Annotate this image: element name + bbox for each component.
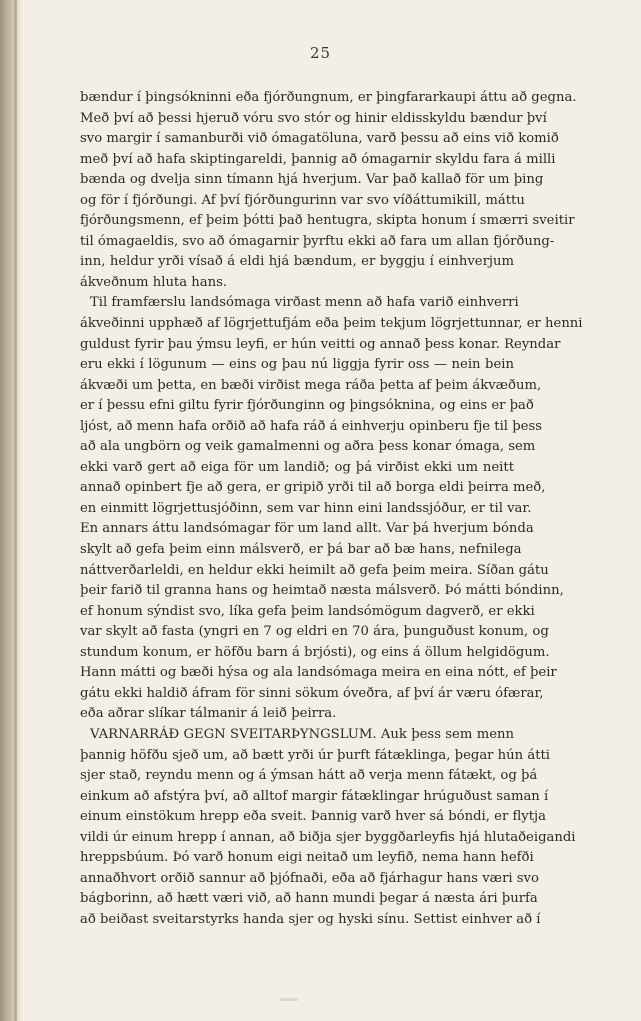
text-line: ákveðinni upphæð af lögrjettufjám eða þeim tekjum lögrjettunnar, er henni [80, 316, 583, 332]
text-line: annað opinbert fje að gera, er gripið yrði til að borga eldi þeirra með, [80, 480, 546, 496]
text-line: og för í fjórðungi. Af því fjórðungurinn var svo víðáttumikill, máttu [80, 192, 525, 208]
section-heading-line: VARNARRÁÐ GEGN SVEITARÞYNGSLUM. Auk þess sem menn [90, 726, 514, 742]
text-line: svo margir í samanburði við ómagatöluna, varð þessu að eins við komið [80, 131, 559, 147]
text-line: ákveðnum hluta hans. [80, 274, 228, 290]
text-line: var skylt að fasta (yngri en 7 og eldri en 70 ára, þunguðust konum, og [80, 624, 549, 640]
text-line: með því að hafa skiptingareldi, þannig að ómagarnir skyldu fara á milli [80, 151, 556, 167]
text-line: ef honum sýndist svo, líka gefa þeim landsómögum dagverð, er ekki [80, 603, 535, 619]
text-line: þeir farið til granna hans og heimtað næsta málsverð. Þó mátti bóndinn, [80, 583, 564, 599]
text-line: fjórðungsmenn, ef þeim þótti það hentugra, skipta honum í smærri sveitir [80, 213, 575, 229]
text-line: hreppsbúum. Þó varð honum eigi neitað um leyfið, nema hann hefði [80, 850, 534, 866]
text-line: en einmitt lögrjettusjóðinn, sem var hinn eini landssjóður, er til var. [80, 500, 532, 516]
book-spine-edge [14, 0, 17, 1021]
text-line: Hann mátti og bæði hýsa og ala landsómaga meira en eina nótt, ef þeir [80, 665, 557, 681]
book-spine-shadow [0, 0, 22, 1021]
text-line: bændur í þingsókninni eða fjórðungnum, er þingfararkaupi áttu að gegna. [80, 90, 577, 105]
text-line: bágborinn, að hætt væri við, að hann mundi þegar á næsta ári þurfa [80, 891, 538, 907]
text-line: til ómagaeldis, svo að ómagarnir þyrftu ekki að fara um allan fjórðung- [80, 233, 555, 249]
text-line: að beiðast sveitarstyrks handa sjer og hyski sínu. Settist einhver að í [80, 911, 541, 927]
text-line: er í þessu efni giltu fyrir fjórðunginn og þingsóknina, og eins er það [80, 398, 534, 414]
page-number: 25 [309, 44, 332, 62]
text-line: guldust fyrir þau ýmsu leyfi, er hún veitti og annað þess konar. Reyndar [80, 336, 561, 352]
text-line: einum einstökum hrepp eða sveit. Þannig varð hver sá bóndi, er flytja [80, 809, 546, 825]
text-line: Til framfærslu landsómaga virðast menn að hafa varið einhverri [90, 295, 519, 311]
text-line: eru ekki í lögunum — eins og þau nú liggja fyrir oss — nein bein [80, 357, 514, 373]
body-text [80, 88, 583, 930]
text-line: þannig höfðu sjeð um, að bætt yrði úr þurft fátæklinga, þegar hún átti [80, 747, 551, 763]
text-line: inn, heldur yrði vísað á eldi hjá bændum, er byggju í einhverjum [80, 254, 514, 270]
text-line: skylt að gefa þeim einn málsverð, er þá bar að bæ hans, nefnilega [80, 542, 522, 558]
text-line: ákvæði um þetta, en bæði virðist mega ráða þetta af þeim ákvæðum, [80, 377, 542, 393]
text-line: gátu ekki haldið áfram för sinni sökum óveðra, af því ár væru ófærar, [80, 685, 544, 701]
text-line: ljóst, að menn hafa orðið að hafa ráð á einhverju opinberu fje til þess [80, 418, 542, 434]
text-line: stundum konum, er höfðu barn á brjósti), og eins á öllum helgidögum. [80, 644, 550, 660]
text-line: annaðhvort orðið sannur að þjófnaði, eða að fjárhagur hans væri svo [80, 870, 539, 886]
text-line: ekki varð gert að eiga för um landið; og þá virðist ekki um neitt [80, 459, 514, 475]
text-line: Með því að þessi hjeruð vóru svo stór og hinir eldisskyldu bændur því [80, 110, 547, 126]
paper-mark [280, 998, 298, 1001]
text-line: bænda og dvelja sinn tímann hjá hverjum. Var það kallað för um þing [80, 172, 544, 188]
text-line: einkum að afstýra því, að alltof margir fátæklingar hrúguðust saman í [80, 788, 549, 804]
text-line: eða aðrar slíkar tálmanir á leið þeirra. [80, 706, 337, 722]
text-line: sjer stað, reyndu menn og á ýmsan hátt að verja menn fátækt, og þá [80, 768, 538, 784]
text-line: vildi úr einum hrepp í annan, að biðja sjer byggðarleyfis hjá hlutaðeigandi [80, 829, 576, 845]
text-line: náttverðarleldi, en heldur ekki heimilt að gefa þeim meira. Síðan gátu [80, 562, 549, 578]
text-line: að ala ungbörn og veik gamalmenni og aðra þess konar ómaga, sem [80, 439, 536, 455]
text-line: En annars áttu landsómagar för um land allt. Var þá hverjum bónda [80, 521, 534, 537]
